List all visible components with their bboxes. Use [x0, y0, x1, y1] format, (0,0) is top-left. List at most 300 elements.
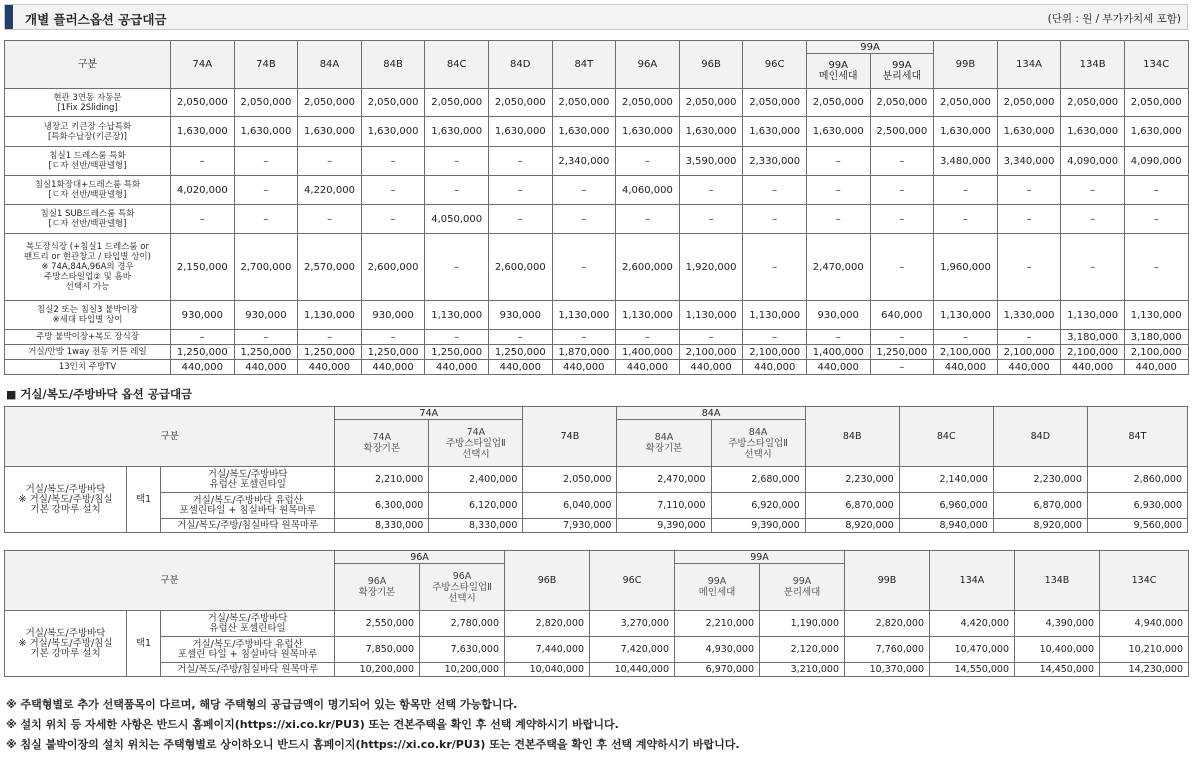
price-cell: –: [934, 330, 998, 345]
price-cell: 1,630,000: [997, 117, 1061, 147]
price-cell: 4,050,000: [425, 205, 489, 234]
price-cell: –: [870, 205, 934, 234]
price-cell: –: [552, 205, 616, 234]
price-cell: 440,000: [997, 360, 1061, 375]
type-header: 96A: [616, 41, 680, 89]
price-cell: 2,050,000: [934, 89, 998, 117]
type-header: 84B: [805, 407, 899, 467]
price-cell: 2,210,000: [675, 611, 760, 637]
price-cell: 440,000: [361, 360, 425, 375]
type-header: 96B: [505, 551, 590, 611]
price-cell: 10,200,000: [420, 663, 505, 677]
column-header: 구분: [5, 41, 171, 89]
type-header: 134C: [1100, 551, 1189, 611]
table-row: [5, 117, 1189, 147]
price-cell: 7,440,000: [505, 637, 590, 663]
price-cell: 2,050,000: [488, 89, 552, 117]
type-header: 96B: [679, 41, 743, 89]
price-cell: 2,120,000: [760, 637, 845, 663]
type-header: 84T: [552, 41, 616, 89]
header-row: [5, 407, 1188, 420]
price-cell: 1,250,000: [234, 345, 298, 360]
price-cell: 1,630,000: [552, 117, 616, 147]
price-cell: 1,870,000: [552, 345, 616, 360]
price-cell: –: [171, 147, 235, 176]
type-sub-header: 74A 확장기본: [335, 420, 429, 467]
price-cell: 4,420,000: [930, 611, 1015, 637]
price-cell: –: [934, 176, 998, 205]
price-cell: 440,000: [806, 360, 870, 375]
price-cell: 1,130,000: [934, 301, 998, 330]
row-label: 거실/복도/주방바닥 유럽산 포셀린타일: [161, 611, 335, 637]
floor-category: 거실/복도/주방바닥 ※ 거실/복도/주방/침실 기본 강마루 설치: [5, 467, 127, 533]
price-cell: –: [870, 176, 934, 205]
price-cell: 2,700,000: [234, 234, 298, 301]
price-cell: 14,550,000: [930, 663, 1015, 677]
header-row: [5, 41, 1189, 54]
price-cell: –: [488, 176, 552, 205]
price-cell: 1,630,000: [679, 117, 743, 147]
price-cell: 1,250,000: [298, 345, 362, 360]
price-cell: 4,020,000: [171, 176, 235, 205]
price-cell: –: [552, 234, 616, 301]
table-row: [5, 147, 1189, 176]
price-cell: 2,100,000: [679, 345, 743, 360]
type-group-header: 84A: [617, 407, 805, 420]
price-cell: 2,100,000: [1061, 345, 1125, 360]
plus-option-table: [4, 40, 1189, 375]
price-cell: 8,920,000: [805, 519, 899, 533]
price-cell: 2,050,000: [552, 89, 616, 117]
price-cell: –: [361, 330, 425, 345]
price-cell: 6,920,000: [711, 493, 805, 519]
price-cell: –: [234, 147, 298, 176]
price-cell: –: [425, 147, 489, 176]
price-cell: 8,940,000: [899, 519, 993, 533]
price-cell: 9,560,000: [1087, 519, 1187, 533]
table-row: [5, 663, 1189, 677]
table-row: [5, 234, 1189, 301]
price-cell: 8,330,000: [335, 519, 429, 533]
price-cell: –: [425, 234, 489, 301]
price-cell: 1,920,000: [679, 234, 743, 301]
floor-category: 거실/복도/주방바닥 ※ 거실/복도/주방/침실 기본 강마루 설치: [5, 611, 127, 677]
type-header: 84B: [361, 41, 425, 89]
price-cell: 1,630,000: [425, 117, 489, 147]
price-cell: 2,050,000: [523, 467, 617, 493]
price-cell: –: [1124, 176, 1188, 205]
page-title: 개별 플러스옵션 공급대금: [25, 12, 167, 27]
row-label: 거실/복도/주방/침실바닥 원목마루: [161, 519, 335, 533]
table-row: [5, 519, 1188, 533]
price-cell: 2,050,000: [806, 89, 870, 117]
price-cell: –: [870, 234, 934, 301]
price-cell: 1,130,000: [1124, 301, 1188, 330]
price-cell: 930,000: [488, 301, 552, 330]
price-cell: –: [552, 330, 616, 345]
type-header: 84D: [488, 41, 552, 89]
price-cell: 2,400,000: [429, 467, 523, 493]
type-header: 84D: [993, 407, 1087, 467]
price-cell: –: [488, 205, 552, 234]
row-label: 침실1 드레스룸 특화 [ㄷ자 선반/백판넬형]: [5, 147, 171, 176]
price-cell: –: [234, 330, 298, 345]
header-row: [5, 551, 1189, 564]
price-cell: 14,230,000: [1100, 663, 1189, 677]
price-cell: –: [298, 205, 362, 234]
price-cell: 2,050,000: [1124, 89, 1188, 117]
price-cell: 6,870,000: [993, 493, 1087, 519]
price-cell: 10,440,000: [590, 663, 675, 677]
price-cell: 440,000: [679, 360, 743, 375]
price-cell: –: [425, 176, 489, 205]
unit-note: (단위 : 원 / 부가가치세 포함): [1047, 13, 1181, 25]
select-one-label: 택1: [127, 611, 161, 677]
price-cell: –: [298, 147, 362, 176]
price-cell: 7,630,000: [420, 637, 505, 663]
price-cell: 9,390,000: [711, 519, 805, 533]
price-cell: –: [361, 176, 425, 205]
table-row: [5, 611, 1189, 637]
row-label: 거실/복도/주방바닥 유럽산 포셀린 타일 + 침실바닥 원목마루: [161, 637, 335, 663]
row-label: 거실/복도/주방바닥 유럽산 포셀린타일: [161, 467, 335, 493]
price-cell: 6,040,000: [523, 493, 617, 519]
price-cell: 1,190,000: [760, 611, 845, 637]
price-cell: –: [234, 205, 298, 234]
price-cell: 10,470,000: [930, 637, 1015, 663]
row-label: 침실2 또는 침실3 붙박이장 ※세대 타입별 상이: [5, 301, 171, 330]
price-cell: 4,930,000: [675, 637, 760, 663]
price-cell: –: [934, 205, 998, 234]
price-cell: 930,000: [361, 301, 425, 330]
price-cell: 2,050,000: [679, 89, 743, 117]
price-cell: –: [870, 147, 934, 176]
table-row: [5, 467, 1188, 493]
type-header: 84A: [298, 41, 362, 89]
price-cell: –: [679, 176, 743, 205]
floor-option-table-1: [4, 406, 1188, 533]
type-group-header: 96A: [335, 551, 505, 564]
price-cell: 3,270,000: [590, 611, 675, 637]
price-cell: 2,600,000: [616, 234, 680, 301]
type-header: 134A: [930, 551, 1015, 611]
price-cell: 1,130,000: [552, 301, 616, 330]
row-label: 거실/복도/주방바닥 유럽산 포셀린타일 + 침실바닥 원목마루: [161, 493, 335, 519]
price-cell: 7,760,000: [845, 637, 930, 663]
price-cell: 3,210,000: [760, 663, 845, 677]
row-label: 주방 붙박이장+복도 장식장: [5, 330, 171, 345]
price-cell: 1,630,000: [361, 117, 425, 147]
price-cell: 2,140,000: [899, 467, 993, 493]
table-row: [5, 330, 1189, 345]
price-cell: –: [361, 147, 425, 176]
price-cell: 640,000: [870, 301, 934, 330]
price-cell: 1,250,000: [171, 345, 235, 360]
square-bullet-icon: ■: [6, 388, 21, 401]
type-sub-header: 99A 분리세대: [760, 564, 845, 611]
floor-option-table-2: [4, 550, 1189, 677]
type-header: 96C: [743, 41, 807, 89]
note-1: ※ 주택형별로 추가 선택품목이 다르며, 해당 주택형의 공급금액이 명기되어 있는 항목만 선택 가능합니다.: [6, 698, 518, 711]
price-cell: 1,250,000: [870, 345, 934, 360]
column-header: 구분: [5, 551, 335, 611]
price-cell: –: [616, 330, 680, 345]
price-cell: 2,050,000: [997, 89, 1061, 117]
price-cell: 6,970,000: [675, 663, 760, 677]
type-header: 134B: [1061, 41, 1125, 89]
row-label: 복도장식장 (+침실1 드레스룸 or 팬트리 or 현관창고 / 타입별 상이) ※ 74A,84A,96A의 경우 주방스타일업② 및 흠바 선택시 가능: [5, 234, 171, 301]
price-cell: 14,450,000: [1015, 663, 1100, 677]
price-cell: 10,200,000: [335, 663, 420, 677]
price-cell: 7,110,000: [617, 493, 711, 519]
price-cell: –: [743, 330, 807, 345]
price-cell: –: [361, 205, 425, 234]
price-cell: 1,630,000: [616, 117, 680, 147]
column-header: 구분: [5, 407, 335, 467]
note-3: ※ 침실 붙박이장의 설치 위치는 주택형별로 상이하오니 반드시 홈페이지(https://xi.co.kr/PU3) 또는 견본주택을 확인 후 선택 계약하시기 바랍니다.: [6, 738, 740, 751]
price-cell: 930,000: [806, 301, 870, 330]
price-cell: 6,960,000: [899, 493, 993, 519]
table-row: [5, 176, 1189, 205]
price-cell: –: [743, 205, 807, 234]
section2-title: [6, 386, 192, 402]
price-cell: 3,340,000: [997, 147, 1061, 176]
price-cell: 7,420,000: [590, 637, 675, 663]
price-cell: –: [997, 234, 1061, 301]
price-cell: 440,000: [425, 360, 489, 375]
row-label: 냉장고 키큰장 수납특화 [특화수납장(키큰장)]: [5, 117, 171, 147]
type-header: 84C: [899, 407, 993, 467]
type-header: 96C: [590, 551, 675, 611]
price-cell: 2,230,000: [993, 467, 1087, 493]
type-sub-header: 96A 확장기본: [335, 564, 420, 611]
price-cell: –: [997, 205, 1061, 234]
table-row: [5, 301, 1189, 330]
price-cell: 2,050,000: [425, 89, 489, 117]
price-cell: 3,180,000: [1061, 330, 1125, 345]
row-label: 13인치 주방TV: [5, 360, 171, 375]
price-cell: –: [616, 147, 680, 176]
price-cell: 10,040,000: [505, 663, 590, 677]
type-header: 99B: [845, 551, 930, 611]
type-sub-header: 99A 메인세대: [675, 564, 760, 611]
price-cell: 1,960,000: [934, 234, 998, 301]
price-cell: 2,100,000: [743, 345, 807, 360]
price-cell: 10,370,000: [845, 663, 930, 677]
type-header: 74A: [171, 41, 235, 89]
price-cell: 6,930,000: [1087, 493, 1187, 519]
price-cell: 4,060,000: [616, 176, 680, 205]
price-cell: 2,330,000: [743, 147, 807, 176]
price-cell: 2,050,000: [234, 89, 298, 117]
price-cell: 4,090,000: [1061, 147, 1125, 176]
table-row: [5, 345, 1189, 360]
type-sub-header: 84A 주방스타일업Ⅱ 선택시: [711, 420, 805, 467]
note-2: ※ 설치 위치 등 자세한 사항은 반드시 홈페이지(https://xi.co.kr/PU3) 또는 견본주택을 확인 후 선택 계약하시기 바랍니다.: [6, 718, 619, 731]
price-cell: 1,250,000: [361, 345, 425, 360]
price-cell: 440,000: [298, 360, 362, 375]
price-cell: 1,630,000: [171, 117, 235, 147]
price-cell: –: [806, 147, 870, 176]
price-cell: 1,630,000: [806, 117, 870, 147]
price-cell: 1,630,000: [298, 117, 362, 147]
type-group-header: 99A: [806, 41, 933, 54]
price-cell: 8,920,000: [993, 519, 1087, 533]
price-cell: 4,390,000: [1015, 611, 1100, 637]
type-header: 99A 메인세대: [806, 54, 870, 89]
price-cell: 1,630,000: [1061, 117, 1125, 147]
price-cell: 4,090,000: [1124, 147, 1188, 176]
price-cell: –: [743, 176, 807, 205]
price-cell: 2,600,000: [488, 234, 552, 301]
price-cell: 2,570,000: [298, 234, 362, 301]
price-cell: 4,220,000: [298, 176, 362, 205]
table-row: [5, 205, 1189, 234]
price-cell: 1,630,000: [1124, 117, 1188, 147]
price-cell: 2,050,000: [1061, 89, 1125, 117]
price-cell: 2,470,000: [806, 234, 870, 301]
price-cell: 1,130,000: [1061, 301, 1125, 330]
price-cell: –: [743, 234, 807, 301]
price-cell: 2,100,000: [934, 345, 998, 360]
price-cell: 2,860,000: [1087, 467, 1187, 493]
price-cell: 2,050,000: [171, 89, 235, 117]
price-cell: 2,050,000: [616, 89, 680, 117]
price-cell: 6,120,000: [429, 493, 523, 519]
price-cell: –: [1061, 176, 1125, 205]
price-cell: 2,820,000: [505, 611, 590, 637]
row-label: 침실1 SUB드레스룸 특화 [ㄷ자 선반/백판넬형]: [5, 205, 171, 234]
row-label: 거실/복도/주방/침실바닥 원목마루: [161, 663, 335, 677]
price-cell: –: [806, 330, 870, 345]
price-cell: –: [806, 205, 870, 234]
select-one-label: 택1: [127, 467, 161, 533]
price-cell: 440,000: [743, 360, 807, 375]
page-header: [4, 4, 1188, 30]
table-row: [5, 360, 1189, 375]
price-cell: 2,600,000: [361, 234, 425, 301]
price-cell: 2,050,000: [743, 89, 807, 117]
price-cell: –: [488, 330, 552, 345]
price-cell: 440,000: [616, 360, 680, 375]
price-cell: 2,340,000: [552, 147, 616, 176]
type-header: 99A 분리세대: [870, 54, 934, 89]
price-cell: 3,480,000: [934, 147, 998, 176]
price-cell: –: [997, 330, 1061, 345]
price-cell: 2,050,000: [870, 89, 934, 117]
price-cell: –: [1061, 205, 1125, 234]
price-cell: 2,150,000: [171, 234, 235, 301]
price-cell: –: [298, 330, 362, 345]
price-cell: –: [552, 176, 616, 205]
row-label: 현관 3연동 자동문 [1Fix 2Sliding]: [5, 89, 171, 117]
price-cell: 1,630,000: [743, 117, 807, 147]
price-cell: –: [870, 330, 934, 345]
price-cell: –: [679, 205, 743, 234]
price-cell: –: [997, 176, 1061, 205]
price-cell: –: [171, 330, 235, 345]
price-cell: –: [870, 360, 934, 375]
price-cell: 440,000: [1061, 360, 1125, 375]
type-header: 84C: [425, 41, 489, 89]
price-cell: 2,550,000: [335, 611, 420, 637]
type-header: 99B: [934, 41, 998, 89]
row-label: 침실1화장대+드레스룸 특화 [ㄷ자 선반/백판넬형]: [5, 176, 171, 205]
type-sub-header: 96A 주방스타일업Ⅱ 선택시: [420, 564, 505, 611]
price-cell: 4,940,000: [1100, 611, 1189, 637]
type-header: 74B: [523, 407, 617, 467]
price-cell: 3,590,000: [679, 147, 743, 176]
price-cell: –: [1061, 234, 1125, 301]
price-cell: 7,930,000: [523, 519, 617, 533]
type-group-header: 74A: [335, 407, 523, 420]
price-cell: 440,000: [934, 360, 998, 375]
price-cell: 2,780,000: [420, 611, 505, 637]
price-cell: 2,050,000: [298, 89, 362, 117]
price-cell: 1,400,000: [616, 345, 680, 360]
type-header: 74B: [234, 41, 298, 89]
price-cell: –: [1124, 234, 1188, 301]
price-cell: 1,130,000: [616, 301, 680, 330]
type-header: 84T: [1087, 407, 1187, 467]
price-cell: 2,100,000: [1124, 345, 1188, 360]
price-cell: 440,000: [552, 360, 616, 375]
price-cell: 10,400,000: [1015, 637, 1100, 663]
price-cell: 2,470,000: [617, 467, 711, 493]
price-cell: 1,330,000: [997, 301, 1061, 330]
table-row: [5, 637, 1189, 663]
price-cell: –: [806, 176, 870, 205]
price-cell: –: [679, 330, 743, 345]
price-cell: 7,850,000: [335, 637, 420, 663]
section2-title-text: 거실/복도/주방바닥 옵션 공급대금: [20, 387, 193, 401]
price-cell: –: [616, 205, 680, 234]
header-accent-bar: [5, 5, 13, 29]
price-cell: 2,210,000: [335, 467, 429, 493]
type-group-header: 99A: [675, 551, 845, 564]
price-cell: –: [425, 330, 489, 345]
type-sub-header: 84A 확장기본: [617, 420, 711, 467]
price-cell: 8,330,000: [429, 519, 523, 533]
table-row: [5, 89, 1189, 117]
price-cell: 1,130,000: [679, 301, 743, 330]
price-cell: 2,820,000: [845, 611, 930, 637]
price-cell: –: [171, 205, 235, 234]
price-cell: 2,050,000: [361, 89, 425, 117]
price-cell: –: [488, 147, 552, 176]
type-sub-header: 74A 주방스타일업Ⅱ 선택시: [429, 420, 523, 467]
price-cell: 1,250,000: [425, 345, 489, 360]
price-cell: 10,210,000: [1100, 637, 1189, 663]
price-cell: 1,630,000: [934, 117, 998, 147]
price-cell: 2,230,000: [805, 467, 899, 493]
price-cell: 6,300,000: [335, 493, 429, 519]
type-header: 134A: [997, 41, 1061, 89]
price-cell: 1,130,000: [298, 301, 362, 330]
price-cell: 6,870,000: [805, 493, 899, 519]
type-header: 134B: [1015, 551, 1100, 611]
price-cell: 2,100,000: [997, 345, 1061, 360]
price-cell: 2,500,000: [870, 117, 934, 147]
table-row: [5, 493, 1188, 519]
price-cell: 930,000: [171, 301, 235, 330]
price-cell: 440,000: [1124, 360, 1188, 375]
type-header: 134C: [1124, 41, 1188, 89]
price-cell: 1,630,000: [234, 117, 298, 147]
price-cell: 2,680,000: [711, 467, 805, 493]
price-cell: 1,400,000: [806, 345, 870, 360]
price-cell: 1,250,000: [488, 345, 552, 360]
